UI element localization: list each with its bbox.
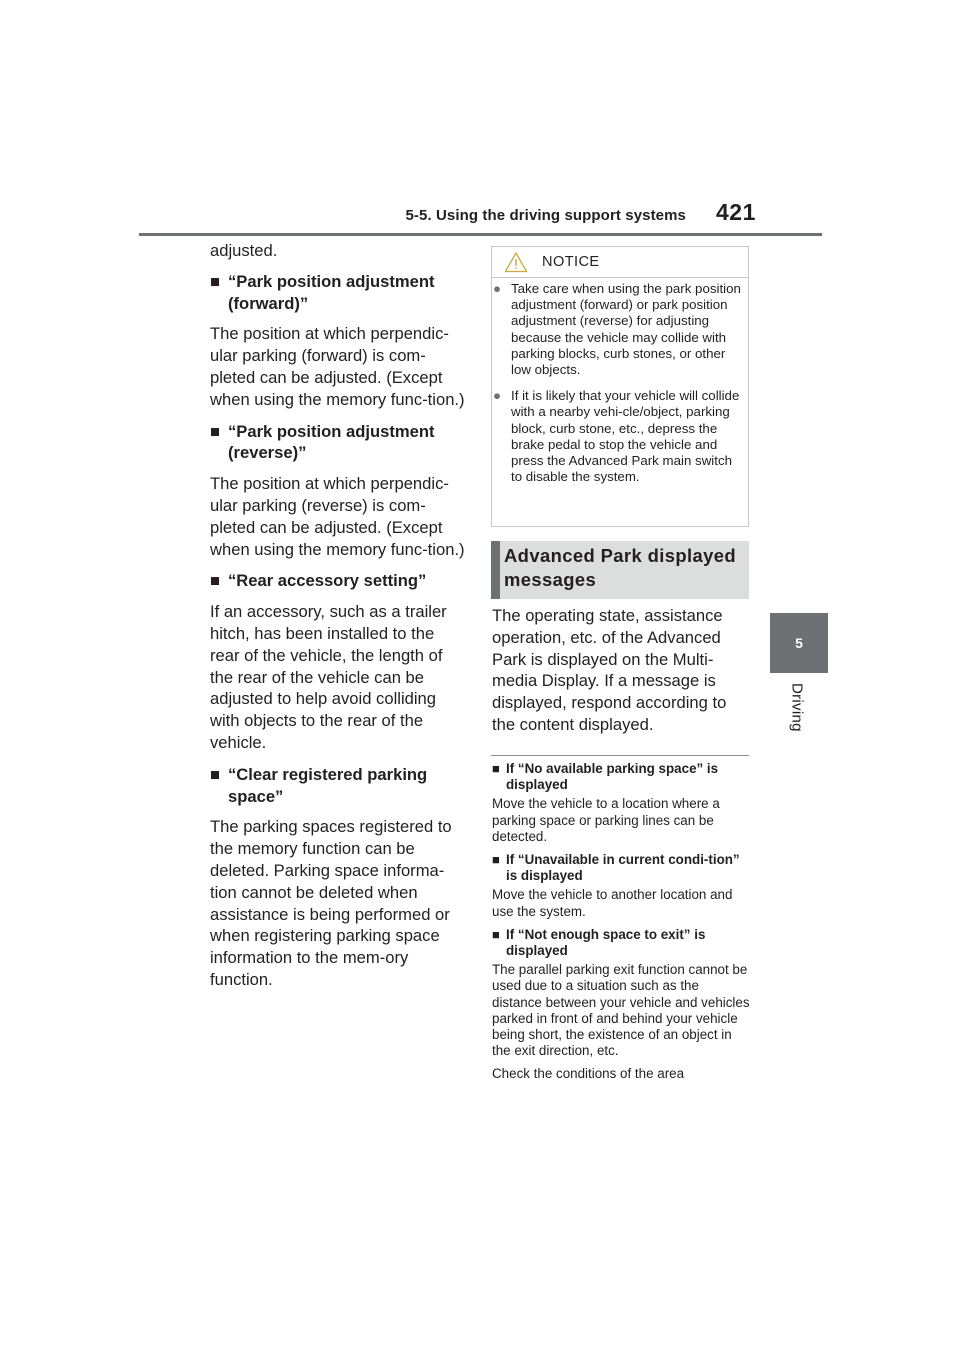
- chapter-name: Driving: [788, 683, 806, 732]
- setting-heading-park-forward: [210, 271, 466, 315]
- message-list: [492, 761, 750, 1090]
- notice-item: [492, 281, 742, 378]
- notice-label: NOTICE: [542, 254, 600, 270]
- setting-heading-text: “Rear accessory setting”: [228, 571, 427, 591]
- chapter-label: [767, 683, 827, 773]
- section-divider: [491, 755, 749, 756]
- warning-triangle-icon: [504, 251, 528, 273]
- square-bullet-icon: ■: [492, 852, 500, 868]
- message-body: Move the vehicle to a location where a parking space or parking lines can be detected.: [492, 796, 720, 844]
- square-bullet-icon: ■: [210, 421, 221, 441]
- message-body: The parallel parking exit function cannot be used due to a situation such as the distance between your vehicle and vehicles parked in front of and behind your vehicle being short, the existence of an object in the exit direction, etc.: [492, 962, 750, 1059]
- setting-body: If an accessory, such as a trailer hitch, has been installed to the rear of the vehicle, the length of the rear of the vehicle can be adjusted to help avoid colliding with objects to the rear of the vehicle.: [210, 602, 447, 752]
- setting-body: The position at which perpendic-ular parking (reverse) is com-pleted can be adjusted. (Except when using the memory func-tion.): [210, 474, 465, 559]
- message-heading-not-enough-space: [492, 927, 750, 959]
- round-bullet-icon: ●: [493, 281, 502, 296]
- section-heading-band: [491, 541, 749, 599]
- section-heading: Advanced Park displayed messages: [504, 545, 737, 590]
- message-heading-no-space: [492, 761, 750, 793]
- section-intro: The operating state, assistance operation, etc. of the Advanced Park is displayed on the Multi-media Display. If a message is displayed, respond according to the content displayed.: [492, 606, 727, 734]
- page-number: 421: [716, 199, 756, 225]
- setting-heading-park-reverse: [210, 421, 466, 465]
- setting-heading-text: “Park position adjustment (reverse)”: [228, 421, 435, 463]
- message-heading-text: If “No available parking space” is displayed: [506, 761, 719, 793]
- setting-heading-text: “Park position adjustment (forward)”: [228, 271, 435, 313]
- notice-item: [492, 388, 742, 485]
- notice-box: [491, 246, 749, 527]
- square-bullet-icon: ■: [210, 764, 221, 784]
- notice-item-text: Take care when using the park position adjustment (forward) or park position adjustment (reverse) for adjusting because the vehicle may collide with parking blocks, curb stones, or other low objects.: [511, 281, 741, 378]
- chapter-number: 5: [795, 635, 803, 651]
- notice-header: [492, 247, 748, 278]
- setting-heading-rear-accessory: [210, 570, 466, 592]
- round-bullet-icon: ●: [493, 388, 502, 404]
- setting-body: The parking spaces registered to the memory function can be deleted. Parking space informa-tion cannot be deleted when assistance is being performed or when registering parking space information to the mem-ory function.: [210, 817, 452, 989]
- square-bullet-icon: ■: [492, 761, 500, 776]
- lead-text: adjusted.: [210, 241, 278, 260]
- square-bullet-icon: ■: [210, 571, 221, 591]
- left-column: [210, 240, 466, 991]
- square-bullet-icon: ■: [210, 271, 221, 291]
- message-heading-text: If “Unavailable in current condi-tion” is displayed: [506, 852, 740, 884]
- setting-heading-clear-registered: [210, 764, 466, 808]
- message-body: Move the vehicle to another location and use the system.: [492, 887, 733, 919]
- chapter-tab[interactable]: [770, 613, 828, 673]
- setting-body: The position at which perpendic-ular parking (forward) is com-pleted can be adjusted. (Except when using the memory func-tion.): [210, 324, 465, 409]
- running-header-title: 5-5. Using the driving support systems: [405, 207, 686, 224]
- notice-item-text: If it is likely that your vehicle will collide with a nearby vehi-cle/object, parking block, curb stone, etc., depress the brake pedal to stop the vehicle and press the Advanced Park main switch to disable the system.: [511, 388, 740, 485]
- message-heading-unavailable: [492, 852, 750, 884]
- setting-heading-text: “Clear registered parking space”: [228, 764, 428, 806]
- square-bullet-icon: ■: [492, 926, 500, 942]
- message-heading-text: If “Not enough space to exit” is displayed: [506, 926, 706, 959]
- header-rule: [139, 233, 822, 236]
- message-body-continued: Check the conditions of the area: [492, 1066, 685, 1082]
